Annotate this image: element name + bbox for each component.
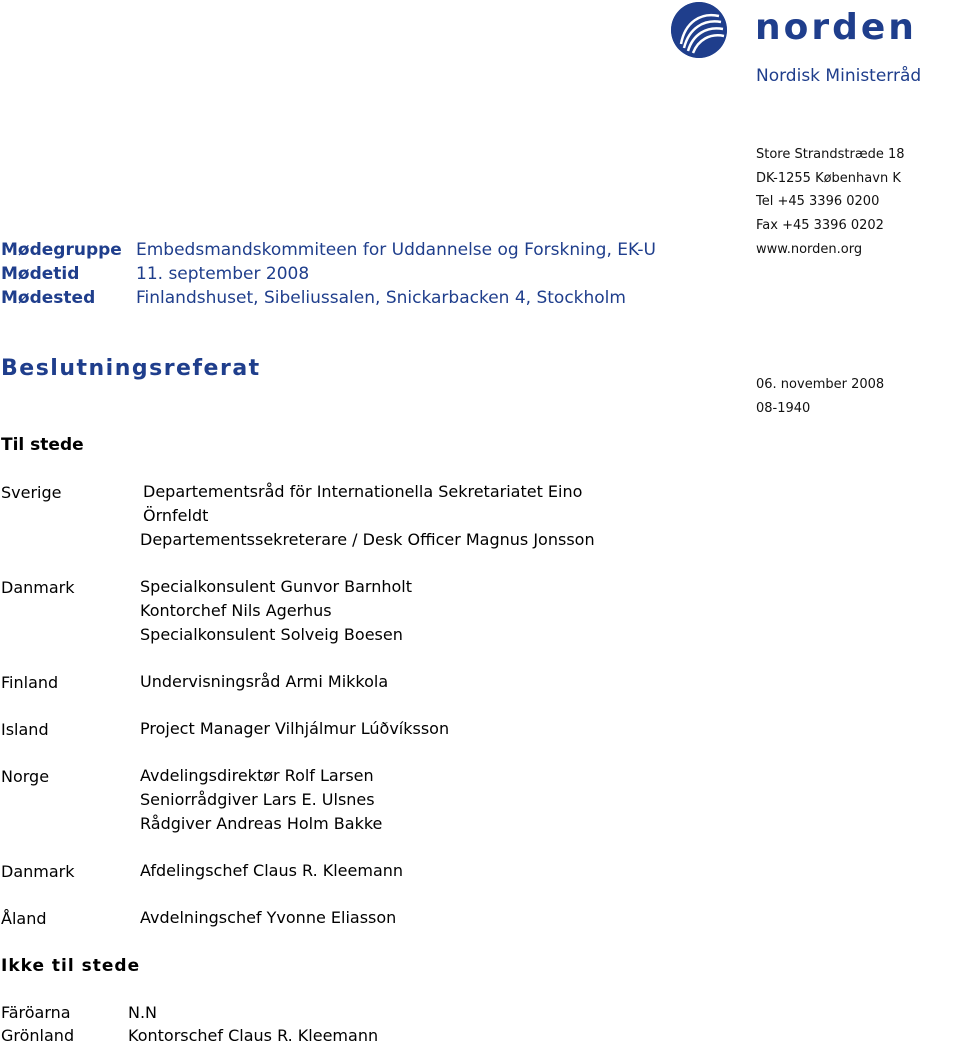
document-title: Beslutningsreferat <box>1 356 261 381</box>
meeting-place-value: Finlandshuset, Sibeliussalen, Snickarbacken 4, Stockholm <box>136 288 626 308</box>
absent-country-label: Färöarna <box>1 1003 71 1022</box>
country-label: Sverige <box>1 483 62 502</box>
country-label: Danmark <box>1 862 75 881</box>
attendee: Departementssekreterare / Desk Officer Magnus Jonsson <box>140 530 595 549</box>
absent-heading: Ikke til stede <box>1 956 141 976</box>
swan-emblem-icon <box>671 2 727 58</box>
absent-person: Kontorschef Claus R. Kleemann <box>128 1026 379 1045</box>
attendee: Undervisningsråd Armi Mikkola <box>140 672 389 691</box>
absent-person: N.N <box>128 1003 158 1022</box>
address-city: DK-1255 København K <box>756 171 901 186</box>
absent-country-label: Grönland <box>1 1026 75 1045</box>
meeting-time-label: Mødetid <box>1 264 80 284</box>
attendee: Departementsråd för Internationella Sekretariatet Eino <box>143 482 583 501</box>
organisation-name: Nordisk Ministerråd <box>756 66 922 86</box>
address-phone: Tel +45 3396 0200 <box>756 194 880 209</box>
meeting-place-label: Mødested <box>1 288 96 308</box>
attendee: Avdelningschef Yvonne Eliasson <box>140 908 397 927</box>
present-heading: Til stede <box>1 435 84 455</box>
country-label: Åland <box>1 909 47 928</box>
attendee: Specialkonsulent Gunvor Barnholt <box>140 577 413 596</box>
attendee: Örnfeldt <box>143 506 209 525</box>
address-street: Store Strandstræde 18 <box>756 147 905 162</box>
meeting-group-value: Embedsmandskommiteen for Uddannelse og Forskning, EK-U <box>136 240 656 260</box>
document-date: 06. november 2008 <box>756 377 885 392</box>
attendee: Rådgiver Andreas Holm Bakke <box>140 814 383 833</box>
attendee: Project Manager Vilhjálmur Lúðvíksson <box>140 719 450 738</box>
attendee: Afdelingschef Claus R. Kleemann <box>140 861 404 880</box>
logo-wordmark: norden <box>755 7 917 48</box>
country-label: Norge <box>1 767 50 786</box>
country-label: Island <box>1 720 49 739</box>
attendee: Avdelingsdirektør Rolf Larsen <box>140 766 374 785</box>
country-label: Danmark <box>1 578 75 597</box>
meeting-time-value: 11. september 2008 <box>136 264 310 284</box>
address-fax: Fax +45 3396 0202 <box>756 218 884 233</box>
document-reference: 08-1940 <box>756 401 811 416</box>
attendee: Kontorchef Nils Agerhus <box>140 601 332 620</box>
attendee: Seniorrådgiver Lars E. Ulsnes <box>140 790 375 809</box>
country-label: Finland <box>1 673 59 692</box>
meeting-group-label: Mødegruppe <box>1 240 122 260</box>
attendee: Specialkonsulent Solveig Boesen <box>140 625 403 644</box>
norden-logo <box>671 2 960 62</box>
address-website: www.norden.org <box>756 242 863 257</box>
